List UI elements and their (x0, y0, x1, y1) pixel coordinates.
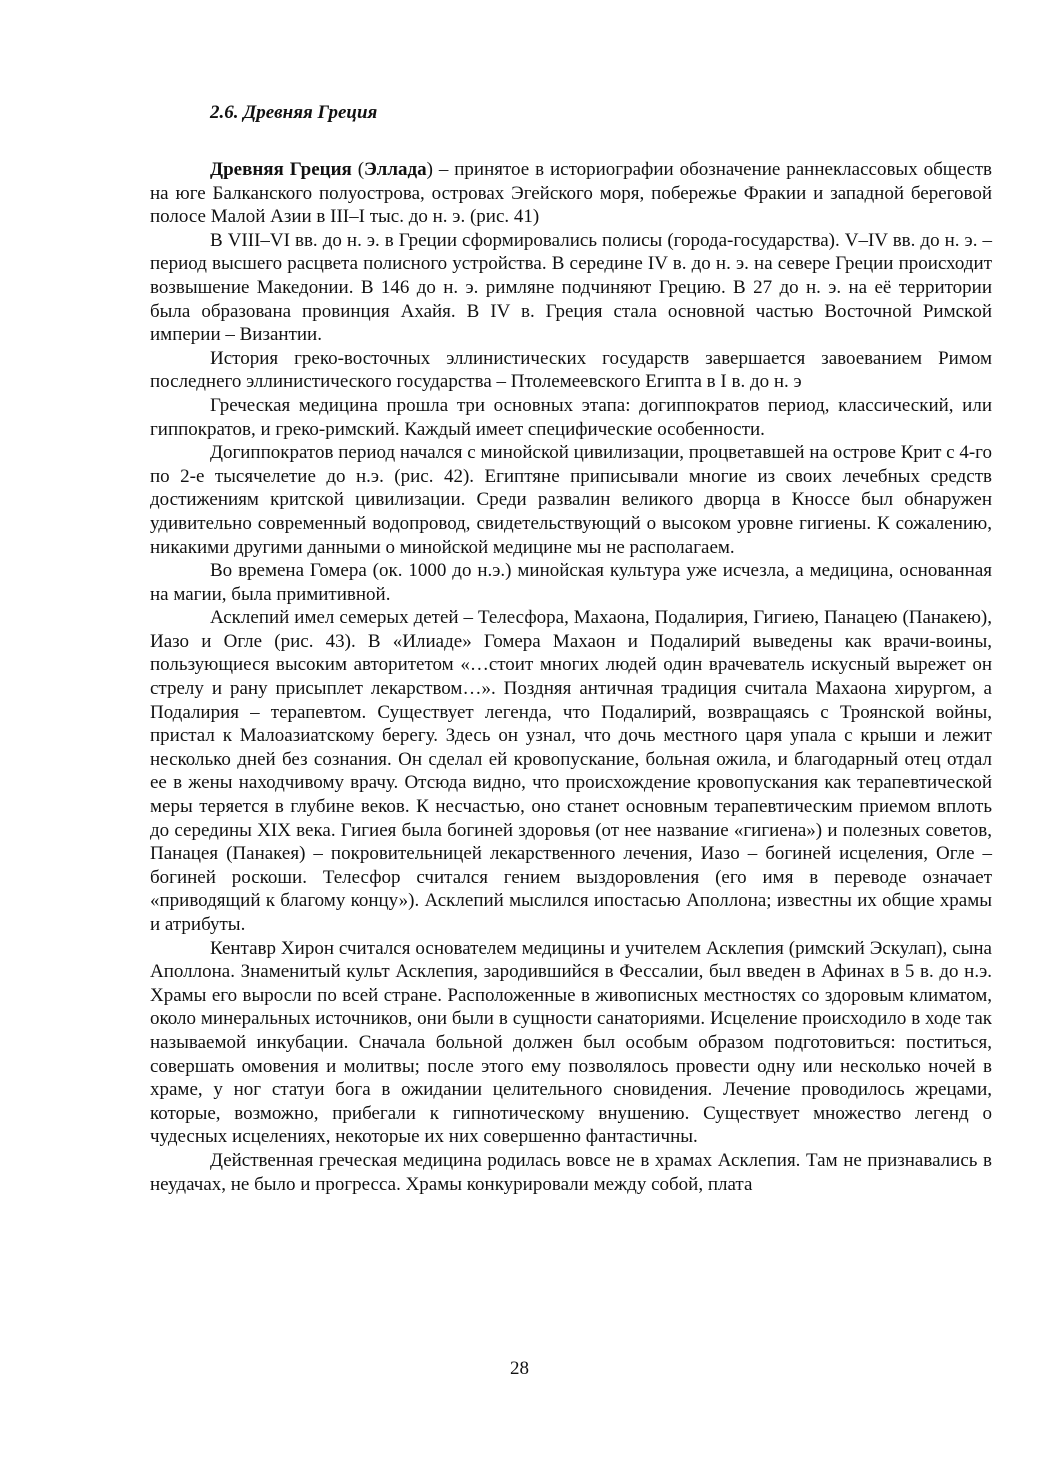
document-page (150, 100, 992, 1196)
term-ancient-greece: Древняя Греция (210, 159, 352, 180)
paragraph-homer: Во времена Гомера (ок. 1000 до н.э.) минойская культура уже исчезла, а медицина, основанная на магии, была примитивной. (150, 560, 992, 605)
paragraph-polis: В VIII–VI вв. до н. э. в Греции сформировались полисы (города-государства). V–IV вв. до н. э. – период высшего расцвета полисного устройства. В середине IV в. до н. э. на севере Греции происходит возвышение Македонии. В 146 до н. э. римляне подчиняют Грецию. В 27 до н. э. на её территории была образована провинция Ахайя. В IV в. Греция стала основной частью Восточной Римской империи – Византии. (150, 229, 992, 346)
paragraph-asclepius-children: Асклепий имел семерых детей – Телесфора, Махаона, Подалирия, Гигиею, Панацею (Панакею), Иазо и Огле (рис. 43). В «Илиаде» Гомера Махаон и Подалирий выведены как врачи-воины, пользующиеся высоким авторитетом «…стоит многих людей один врачеватель искусный вырежет он стрелу и рану присыплет лекарством…». Поздняя античная традиция считала Махаона хирургом, а Подалирия – терапевтом. Существует легенда, что Подалирий, возвращаясь с Троянской войны, пристал к Малоазиатскому берегу. Здесь он узнал, что дочь местного царя упала с крыши и лежит несколько дней без сознания. Он сделал ей кровопускание, больная ожила, и благодарный отец отдал ее в жены находчивому врачу. Отсюда видно, что происхождение кровопускания как терапевтической меры теряется в глубине веков. К несчастью, оно станет основным терапевтическим приемом вплоть до середины XIX века. Гигиея была богиней здоровья (от нее название «гигиена») и полезных советов, Панацея (Панакея) – покровительницей лекарственного лечения, Иазо – богиней исцеления, Огле – богиней роскоши. Телесфор считался гением выздоровления (его имя в переводе означает «приводящий к благому концу»). Асклепий мыслился ипостасью Аполлона; известны их общие храмы и атрибуты. (150, 607, 992, 935)
term-hellas: Эллада (364, 159, 427, 180)
paragraph-minoan: Догиппократов период начался с минойской цивилизации, процветавшей на острове Крит с 4-го по 2-е тысячелетие до н.э. (рис. 42). Египтяне приписывали многие из своих лечебных средств достижениям критской цивилизации. Среди развалин великого дворца в Кноссе был обнаружен удивительно современный водопровод, свидетельствующий о высоком уровне гигиены. К сожалению, никакими другими данными о минойской медицине мы не располагаем. (150, 442, 992, 558)
paragraph-definition (150, 158, 992, 229)
section-title: 2.6. Древняя Греция (210, 102, 378, 123)
paragraph-hellenistic: История греко-восточных эллинистических государств завершается завоеванием Римом последнего эллинистического государства – Птолемеевского Египта в I в. до н. э (150, 347, 992, 393)
paragraph-medicine-stages: Греческая медицина прошла три основных этапа: догиппократов период, классический, или гиппократов, и греко-римский. Каждый имеет специфические особенности. (150, 394, 992, 440)
term-paren-open: ( (351, 159, 365, 180)
paragraph-chiron: Кентавр Хирон считался основателем медицины и учителем Асклепия (римский Эскулап), сына Аполлона. Знаменитый культ Асклепия, зародившийся в Фессалии, был введен в Афинах в 5 в. до н.э. Храмы его выросли по всей стране. Расположенные в живописных местностях со здоровым климатом, около минеральных источников, они были в сущности санаториями. Исцеление происходило в ходе так называемой инкубации. Сначала больной должен был особым образом подготовиться: поститься, совершать омовения и молитвы; после этого ему позволялось провести одну или несколько ночей в храме, у ног статуи бога в ожидании целительного сновидения. Лечение проводилось жрецами, которые, возможно, прибегали к гипнотическому внушению. Существует множество легенд о чудесных исцелениях, некоторые их них совершенно фантастичны. (150, 937, 992, 1148)
definition-text: ) – принятое в историографии обозначение раннеклассовых обществ на юге Балканского полуострова, островах Эгейского моря, побережье Фракии и западной береговой полосе Малой Азии в III–I тыс. до н. э. (рис. 41) (150, 159, 993, 228)
paragraph-effective-medicine: Действенная греческая медицина родилась вовсе не в храмах Асклепия. Там не признавались в неудачах, не было и прогресса. Храмы конкурировали между собой, плата (150, 1149, 992, 1195)
page-number: 28 (510, 1358, 529, 1379)
body-text (150, 158, 992, 1196)
